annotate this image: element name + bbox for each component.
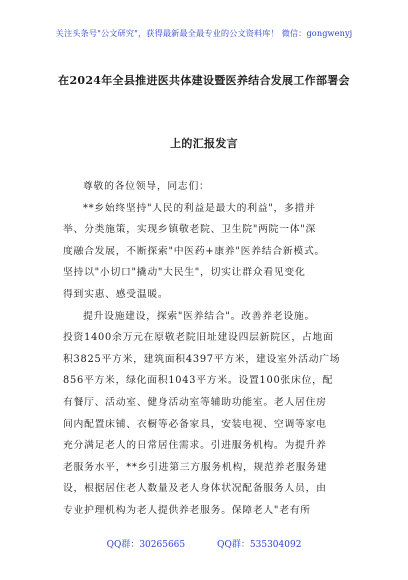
body-line: 有餐厅、活动室、健身活动室等辅助功能室。老人居住房 [63,396,327,408]
body-line: 老服务水平，**乡引进第三方服务机构，规范养老服务建 [63,461,328,473]
header-banner: 关注头条号"公文研究"，获得最新最全最专业的公文资料库！ 微信：gongwenyj [55,28,353,38]
footer-contact [0,537,408,550]
body-line: 856平方米，绿化面积1043平方米。设置100张床位，配 [63,375,334,387]
body-line: 积3825平方米，建筑面积4397平方米，建设室外活动广场 [63,353,341,365]
body-line: 度融合发展，不断探索"中医药+康养"医养结合新模式。 [63,245,326,257]
body-line: 坚持以"小切口"撬动"大民生"，切实让群众看见变化 [63,267,306,279]
salutation: 尊敬的各位领导，同志们： [83,181,210,192]
body-line: 间内配置床铺、衣橱等必备家具，安装电视、空调等家电 [63,418,327,430]
document-body [63,176,353,522]
body-line: 充分满足老人的日常居住需求。引进服务机构。为提升养 [63,440,327,452]
qq-group-1: QQ群：30265665 [106,540,186,550]
body-line: 投资1400余万元在原敬老院旧址建设四层新院区，占地面 [63,332,334,344]
body-line: 专业护理机构为老人提供养老服务。保障老人"老有所 [63,504,311,516]
qq-group-2: QQ群：535304092 [217,540,302,550]
section-heading: 提升设施建设，探索"医养结合"。改善养老设施。 [83,310,315,322]
body-line: **乡始终坚持"人民的利益是最大的利益"，多措并 [83,202,316,214]
body-line: 举、分类施策，实现乡镇敬老院、卫生院"两院一体"深 [63,224,317,236]
body-line: 设，根据居住老人数量及老人身体状况配备服务人员，由 [63,483,327,495]
document-title-line-1: 在2024年全县推进医共体建设暨医养结合发展工作部署会 [58,74,350,87]
document-title-line-2: 上的汇报发言 [170,137,238,150]
body-line: 得到实惠、感受温暖。 [63,288,169,300]
